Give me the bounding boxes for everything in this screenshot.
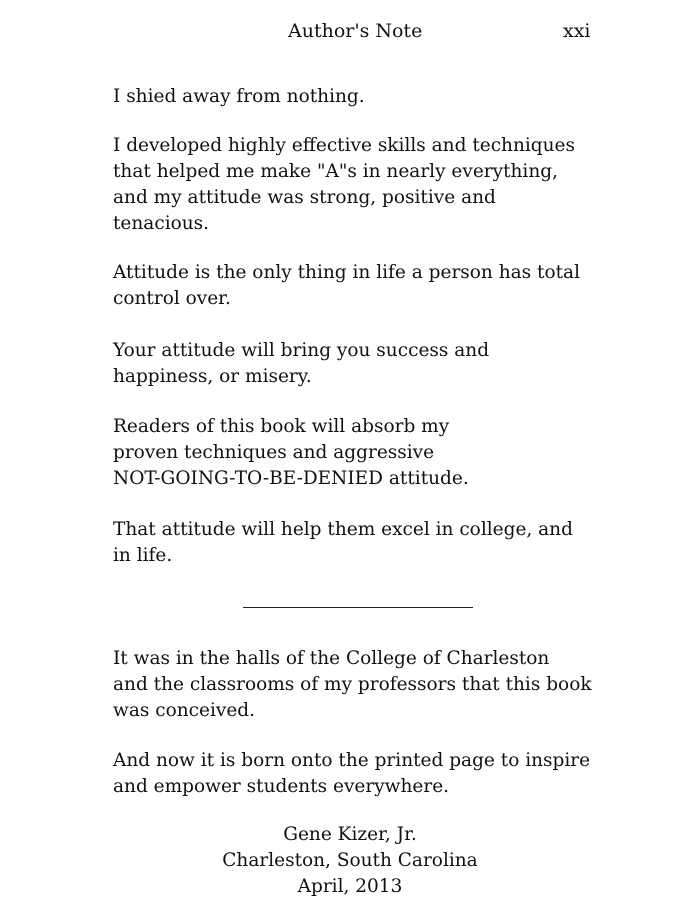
author-location: Charleston, South Carolina — [222, 850, 478, 871]
text-line: It was in the halls of the College of Charleston — [113, 648, 550, 669]
section-divider — [243, 607, 473, 608]
text-line: I shied away from nothing. — [113, 86, 365, 107]
text-line: proven techniques and aggressive — [113, 442, 435, 463]
paragraph — [113, 260, 633, 312]
paragraph — [113, 517, 633, 569]
signature-date: April, 2013 — [297, 876, 403, 897]
page-number: xxi — [563, 20, 591, 42]
text-line: in life. — [113, 545, 173, 566]
text-line: I developed highly effective skills and techniques — [113, 135, 576, 156]
text-line: was conceived. — [113, 700, 256, 721]
paragraph — [113, 133, 633, 237]
signature-block — [200, 822, 500, 900]
author-name: Gene Kizer, Jr. — [283, 824, 417, 845]
paragraph — [113, 338, 633, 390]
text-line: Attitude is the only thing in life a person has total — [113, 262, 580, 283]
text-line: Your attitude will bring you success and — [113, 340, 490, 361]
paragraph — [113, 646, 633, 724]
text-line: And now it is born onto the printed page to inspire — [113, 750, 591, 771]
text-line: tenacious. — [113, 213, 210, 234]
paragraph — [113, 414, 633, 492]
text-line: that helped me make "A"s in nearly everything, — [113, 161, 558, 182]
paragraph — [113, 748, 633, 800]
text-line: Readers of this book will absorb my — [113, 416, 450, 437]
text-line: NOT-GOING-TO-BE-DENIED attitude. — [113, 468, 469, 489]
text-line: That attitude will help them excel in college, and — [113, 519, 573, 540]
text-line: happiness, or misery. — [113, 366, 312, 387]
text-line: and the classrooms of my professors that this book — [113, 674, 592, 695]
paragraph — [113, 84, 633, 110]
running-header-title: Author's Note — [288, 20, 423, 42]
text-line: and my attitude was strong, positive and — [113, 187, 496, 208]
text-line: and empower students everywhere. — [113, 776, 450, 797]
text-line: control over. — [113, 288, 231, 309]
